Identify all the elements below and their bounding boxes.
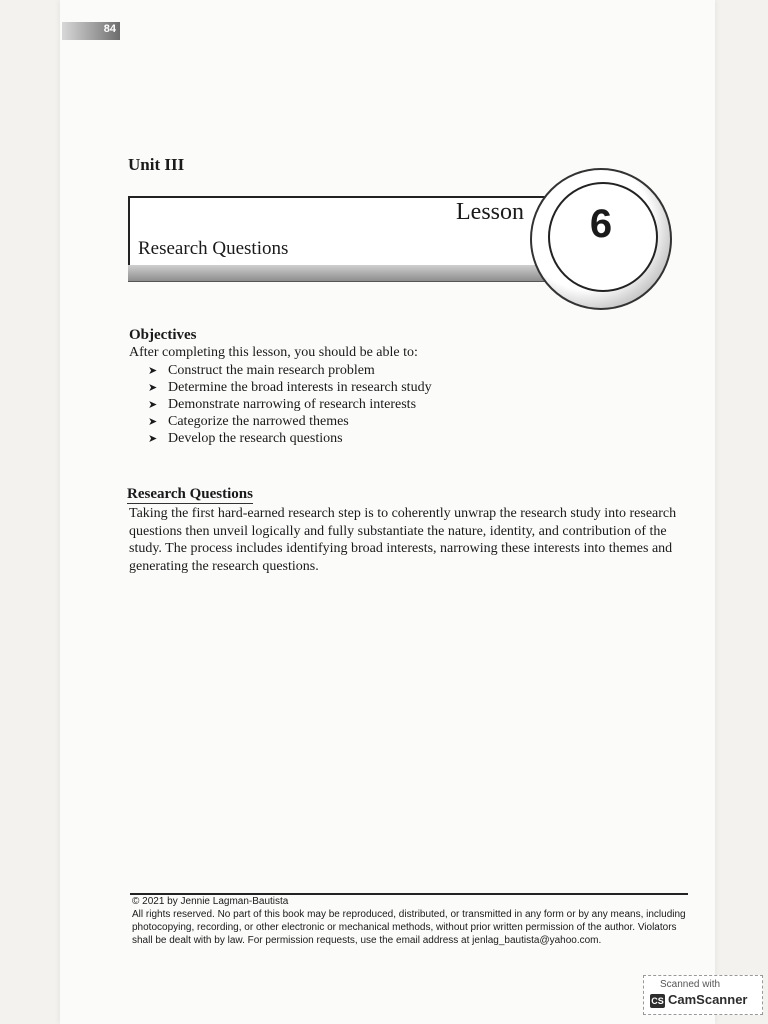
objectives-list <box>148 362 432 447</box>
objectives-heading: Objectives <box>129 327 197 343</box>
arrow-bullet-icon: ➤ <box>148 432 158 445</box>
arrow-bullet-icon: ➤ <box>148 415 158 428</box>
rights-notice: All rights reserved. No part of this book may be reproduced, distributed, or transmitted in any form or by any means, including photocopying, recording, or other electronic or mechanical methods, without prior written permission of the author. Violators shall be dealt with by law. For permission requests, use the email address at jenlag_bautista@yahoo.com. <box>132 909 686 946</box>
lesson-title: Research Questions <box>138 238 289 259</box>
list-item: ➤ Categorize the narrowed themes <box>148 414 349 429</box>
list-item: ➤ Demonstrate narrowing of research interests <box>148 397 417 412</box>
objectives-intro: After completing this lesson, you should be able to: <box>129 345 418 360</box>
list-item: ➤ Determine the broad interests in research study <box>148 380 432 395</box>
lesson-word: Lesson <box>456 199 524 225</box>
research-questions-heading: Research Questions <box>127 486 253 502</box>
copyright-line: © 2021 by Jennie Lagman-Bautista <box>132 896 289 907</box>
lesson-number: 6 <box>589 202 613 246</box>
arrow-bullet-icon: ➤ <box>148 364 158 377</box>
list-item: ➤ Construct the main research problem <box>148 363 375 378</box>
lesson-banner-shadow <box>128 265 562 282</box>
scanned-with-label: Scanned with <box>660 979 721 990</box>
copyright-footer <box>132 895 690 947</box>
list-item: ➤ Develop the research questions <box>148 431 343 446</box>
arrow-bullet-icon: ➤ <box>148 398 158 411</box>
camscanner-logo-icon: CS <box>651 996 664 1006</box>
research-questions-paragraph: Taking the first hard-earned research step is to coherently unwrap the research study into research questions then unveil logically and fully substantiate the nature, identity, and contribution of the study. The process includes identifying broad interests, narrowing these interests into themes and generating the research questions. <box>129 506 677 574</box>
camscanner-name: CamScanner <box>668 992 748 1007</box>
page-number-tab <box>62 22 120 40</box>
arrow-bullet-icon: ➤ <box>148 381 158 394</box>
camscanner-badge <box>643 975 763 1015</box>
page-number: 84 <box>103 23 116 35</box>
unit-label: Unit III <box>128 155 185 174</box>
